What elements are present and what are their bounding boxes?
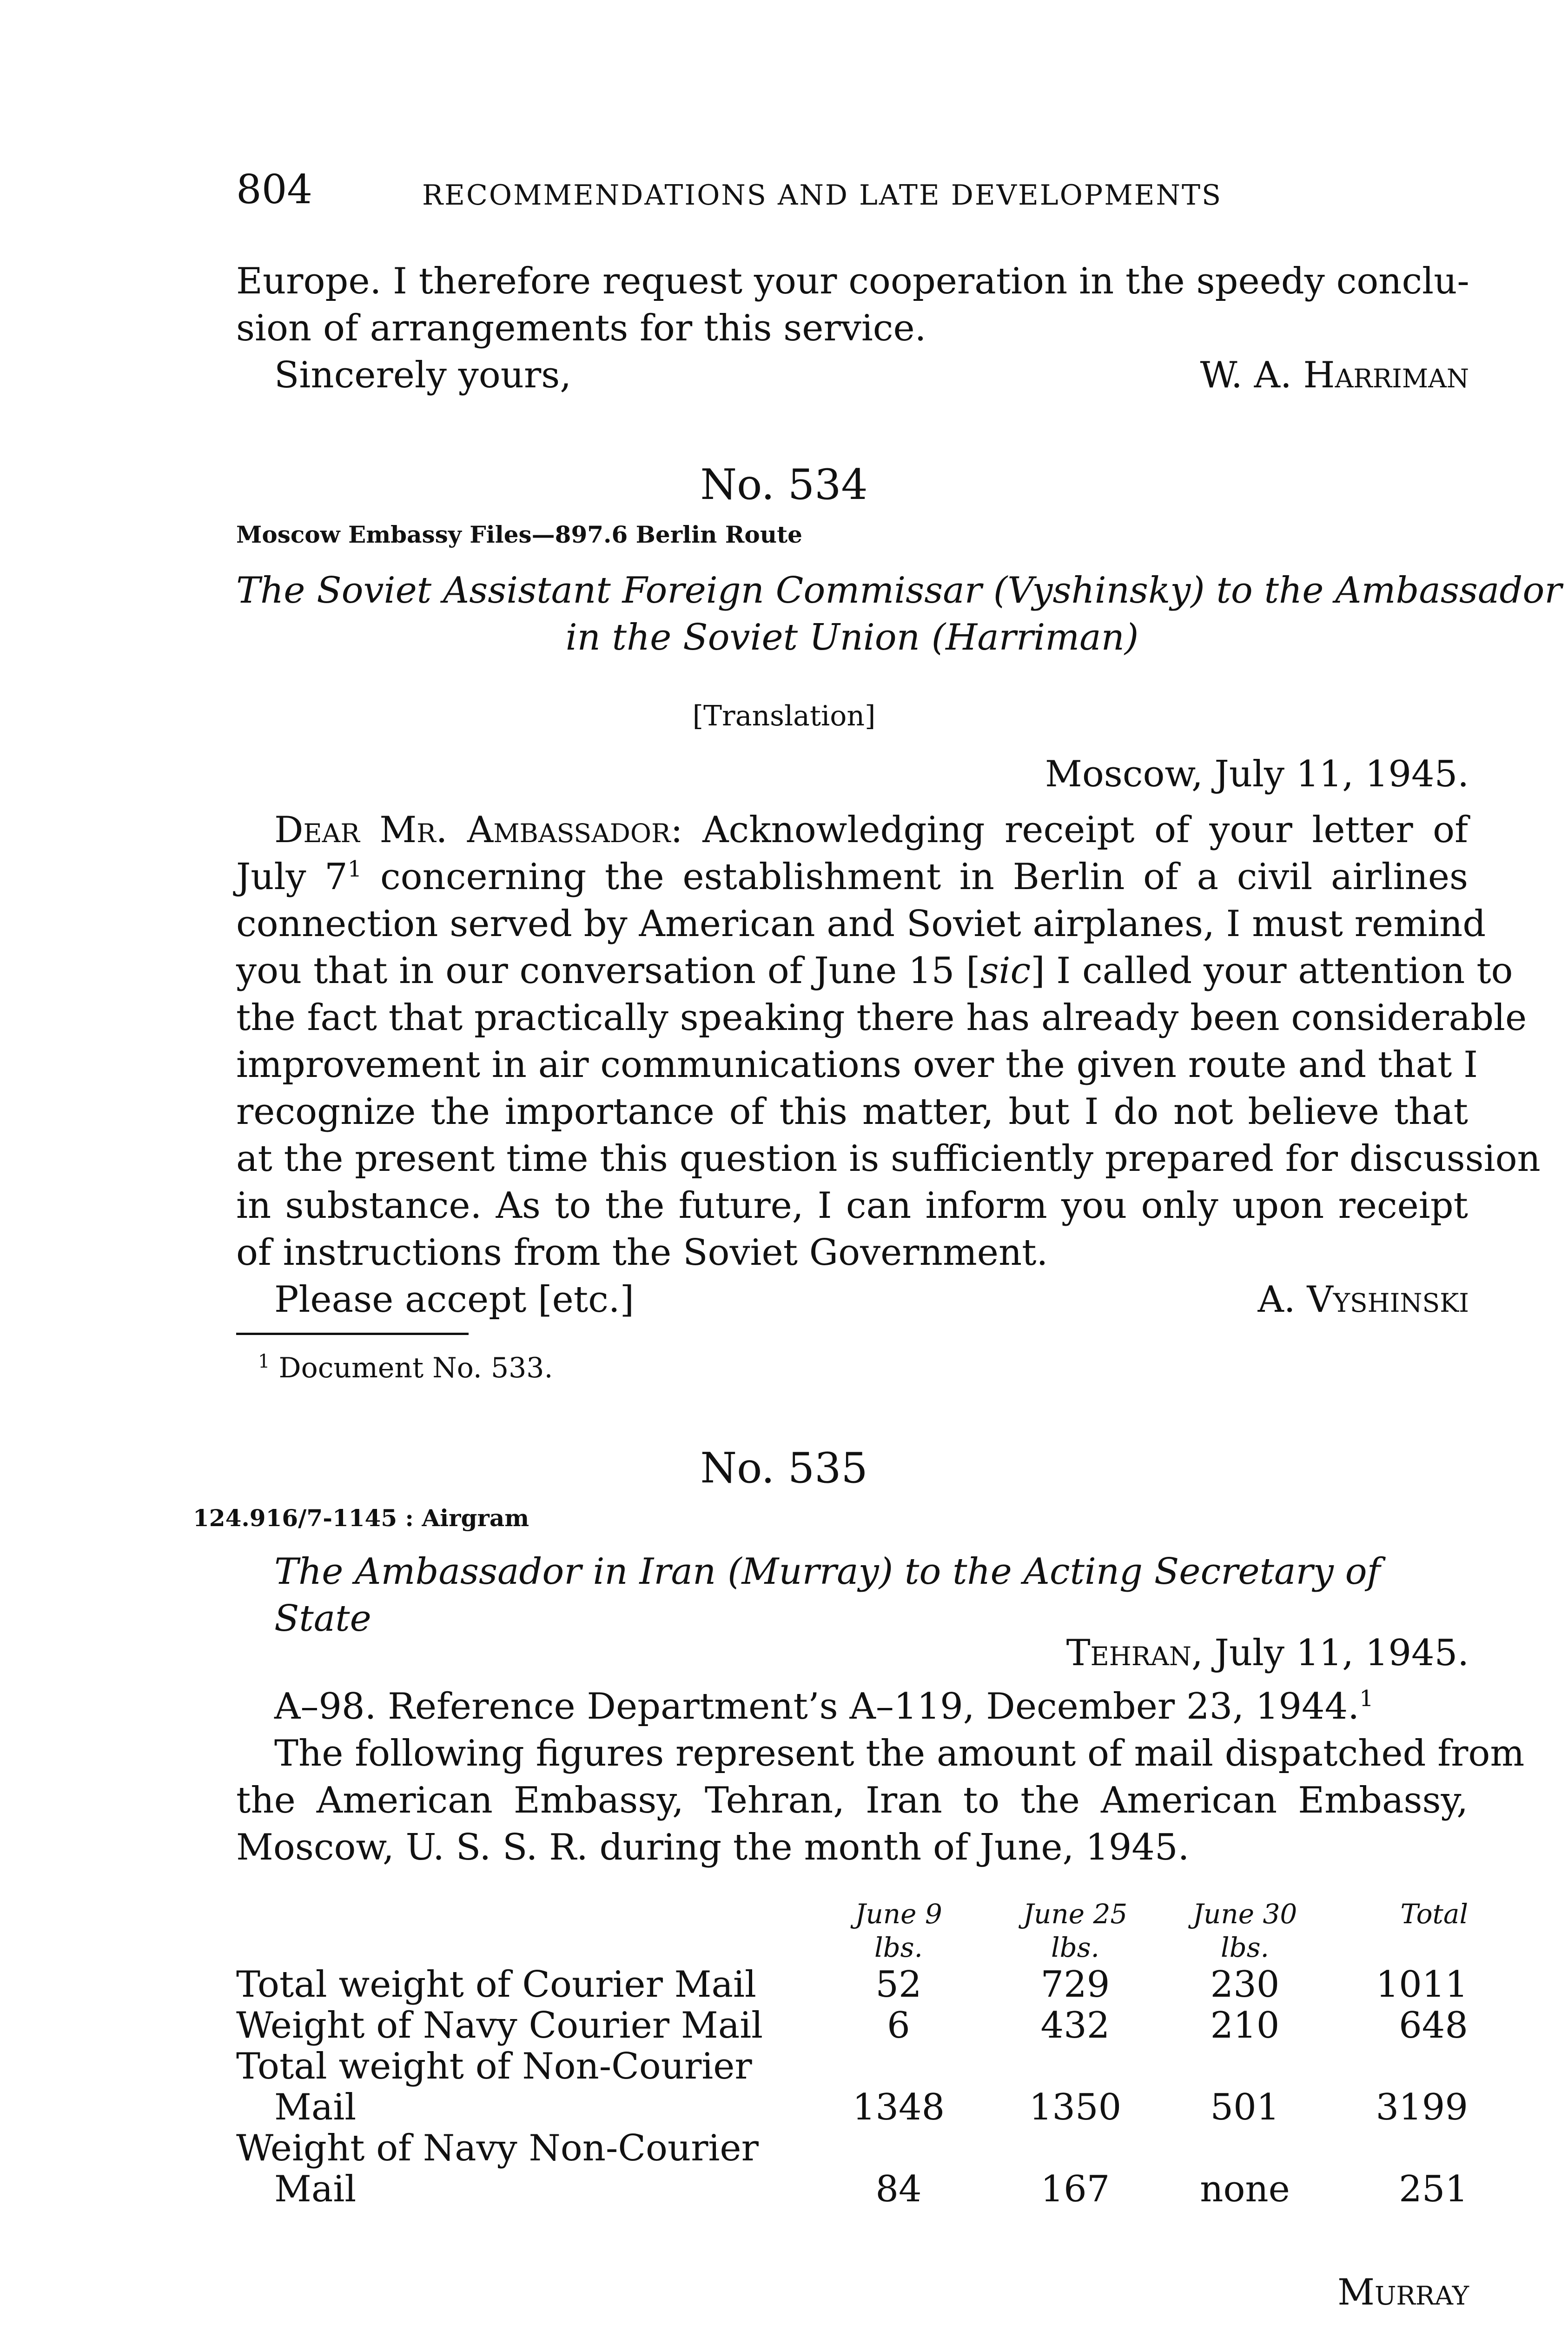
doc535-signature: Murray — [1337, 2272, 1469, 2313]
sic-text: sic — [980, 950, 1031, 992]
column-header: June 25 lbs. — [1023, 1898, 1128, 1963]
column-header: June 30 lbs. — [1192, 1898, 1297, 1963]
doc534-place-date: Moscow, July 11, 1945. — [1045, 753, 1469, 795]
row-label: Weight of Navy Courier Mail — [236, 2005, 763, 2046]
column-header: June 9 lbs. — [855, 1898, 942, 1963]
doc534-body-line: of instructions from the Soviet Government. — [236, 1232, 1048, 1274]
doc535-place-date — [1066, 1630, 1469, 1677]
table-row — [236, 2128, 1468, 2210]
table-row — [236, 2046, 1468, 2128]
footnote-ref: 1 — [1359, 1686, 1374, 1712]
doc534-body-line: recognize the importance of this matter, but I do not believe that — [236, 1091, 1468, 1133]
doc534-body-line: improvement in air communications over the given route and that I — [236, 1044, 1478, 1086]
row-label: Weight of Navy Non-Courier Mail — [236, 2127, 759, 2210]
doc534-title-line: in the Soviet Union (Harriman) — [565, 617, 1139, 658]
doc534-body-line: connection served by American and Soviet airplanes, I must remind — [236, 903, 1486, 945]
table-cell: 6 — [887, 2005, 910, 2046]
doc535-reference-line — [236, 1683, 1468, 1730]
body-text: Acknowledging receipt of your letter of — [702, 809, 1468, 851]
doc535-body-line: Moscow, U. S. S. R. during the month of June, 1945. — [236, 1827, 1190, 1868]
table-cell: 501 — [1210, 2086, 1280, 2128]
doc535-date: July 11, 1945. — [1214, 1632, 1469, 1674]
doc535-body — [236, 1683, 1525, 1871]
table-header-row — [236, 1897, 1468, 1964]
footnote-rule — [236, 1333, 469, 1335]
doc534-body-line — [236, 948, 1513, 995]
prev-letter — [236, 258, 1468, 352]
table-row — [236, 2005, 1468, 2046]
doc534-number: No. 534 — [700, 460, 868, 509]
running-title: RECOMMENDATIONS AND LATE DEVELOPMENTS — [422, 179, 1223, 212]
table-cell: 84 — [875, 2168, 922, 2210]
prev-letter-line: sion of arrangements for this service. — [236, 307, 926, 349]
table-cell: 648 — [1399, 2005, 1468, 2046]
table-cell: 230 — [1210, 1964, 1280, 2006]
doc534-footnote — [258, 1351, 553, 1384]
doc534-body-line: in substance. As to the future, I can inform you only upon receipt — [236, 1185, 1468, 1227]
body-text: ] I called your attention to — [1031, 950, 1513, 992]
doc535-body-line: the American Embassy, Tehran, Iran to the American Embassy, — [236, 1780, 1468, 1821]
table-cell: 729 — [1040, 1964, 1110, 2006]
doc535-title: The Ambassador in Iran (Murray) to the Acting Secretary of State — [274, 1551, 1381, 1640]
doc534-signature: A. Vyshinski — [1257, 1279, 1469, 1321]
doc534-file-ref: Moscow Embassy Files—897.6 Berlin Route — [236, 521, 802, 548]
row-label: Total weight of Courier Mail — [236, 1964, 756, 2006]
doc534-closing: Please accept [etc.] — [274, 1279, 635, 1321]
translation-note: [Translation] — [692, 700, 876, 732]
table-cell: 167 — [1040, 2168, 1110, 2210]
doc534-body — [236, 807, 1541, 1276]
doc534-title — [236, 567, 1562, 661]
doc535-body-line: The following figures represent the amount of mail dispatched from — [274, 1733, 1525, 1774]
doc534-title-line: The Soviet Assistant Foreign Commissar (Vyshinsky) to the Ambassador — [236, 570, 1562, 611]
footnote-marker: 1 — [258, 1351, 270, 1372]
footnote-text: Document No. 533. — [278, 1352, 553, 1384]
doc534-body-line: at the present time this question is sufficiently prepared for discussion — [236, 1138, 1541, 1180]
salutation: Dear Mr. Ambassador: — [274, 809, 683, 851]
table-cell: 1348 — [852, 2086, 945, 2128]
doc535-file-ref: 124.916/7-1145 : Airgram — [193, 1504, 529, 1532]
footnote-ref: 1 — [347, 856, 362, 882]
row-label: Total weight of Non-Courier Mail — [236, 2046, 752, 2128]
table-cell: 3199 — [1376, 2086, 1468, 2128]
mail-table — [236, 1897, 1468, 2210]
body-text: July 7 — [236, 856, 348, 898]
table-cell: none — [1200, 2168, 1290, 2210]
page-number: 804 — [236, 166, 313, 213]
doc535-number: No. 535 — [700, 1444, 868, 1493]
table-cell: 1011 — [1376, 1964, 1468, 2006]
reference-text: A–98. Reference Department’s A–119, December 23, 1944. — [274, 1686, 1360, 1727]
prev-letter-line: Europe. I therefore request your cooperation in the speedy conclu- — [236, 260, 1469, 302]
prev-letter-signature: W. A. Harriman — [1200, 354, 1469, 396]
doc534-body-line — [236, 854, 1468, 901]
table-row — [236, 1964, 1468, 2005]
table-cell: 210 — [1210, 2005, 1280, 2046]
table-cell: 1350 — [1029, 2086, 1122, 2128]
table-cell: 52 — [875, 1964, 922, 2006]
doc534-body-line — [236, 807, 1468, 854]
table-cell: 432 — [1040, 2005, 1110, 2046]
doc534-body-line: the fact that practically speaking there has already been considerable — [236, 997, 1527, 1039]
table-cell: 251 — [1399, 2168, 1468, 2210]
column-header: Total — [1400, 1898, 1468, 1930]
doc535-place: Tehran, — [1066, 1632, 1203, 1674]
body-text: concerning the establishment in Berlin of a civil airlines — [380, 856, 1469, 898]
body-text: you that in our conversation of June 15 [ — [236, 950, 980, 992]
prev-letter-closing: Sincerely yours, — [274, 354, 572, 396]
